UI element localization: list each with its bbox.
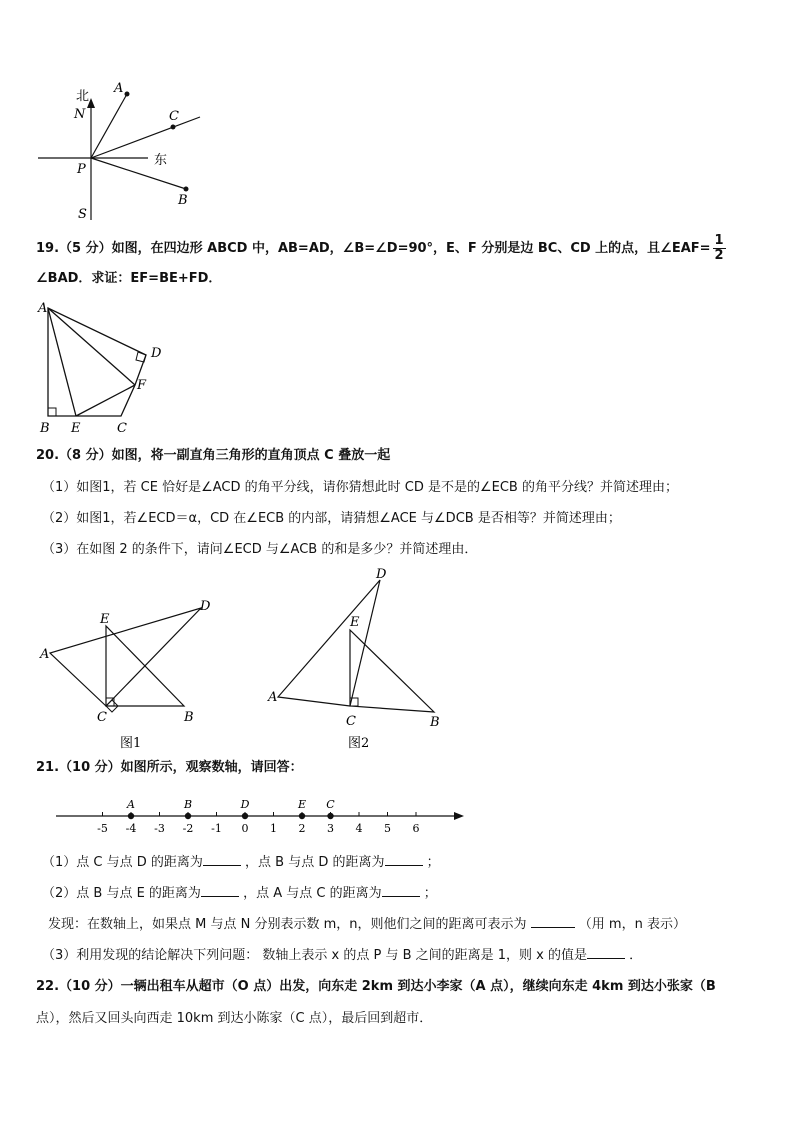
q19-fraction [713,234,726,263]
q21-find-b: （用 m，n 表示） [578,917,686,932]
fig1-label-c: C [97,710,107,725]
fig2-label-b: B [430,715,440,730]
q21-part1 [42,853,440,871]
fig2-caption: 图2 [348,736,370,751]
fig1-label-e: E [100,612,110,627]
fig2-triangle-acd [278,580,380,706]
fig2-label-c: C [346,714,356,729]
tick-label: -4 [125,822,137,835]
number-line-point-label: C [326,798,335,811]
number-line-point-label: A [127,798,135,811]
q21-p3b: ． [629,948,643,963]
q21-part3 [42,946,642,964]
right-angle-b-icon [48,408,56,416]
q19-frac-den: 2 [714,248,724,263]
q19-label-b: B [40,421,50,436]
fig1-label-a: A [40,647,50,662]
q19-frac-num: 1 [714,233,724,248]
fig1-triangle-acd [50,608,201,706]
q19-label-a: A [38,301,48,316]
number-line-point-label: D [240,798,250,811]
tick-label: 4 [355,822,363,835]
fig2-label-d: D [376,567,387,582]
n-label: N [74,107,86,122]
segment-af [48,308,135,385]
q19-label-d: D [151,346,162,361]
tick-label: -1 [211,822,222,835]
q20-figure-2 [262,566,452,756]
q21-title: 21.（10 分）如图所示，观察数轴，请回答： [36,760,303,775]
ray-pc [91,117,200,158]
right-angle-d-icon [136,352,146,362]
segment-ae [48,308,76,416]
answer-blank-distance-formula[interactable] [531,915,575,928]
tick-label: -3 [154,822,165,835]
tick-label: 3 [327,822,334,835]
point-b [184,187,189,192]
q20-part1: （1）如图1，若 CE 恰好是∠ACD 的角平分线，请你猜想此时 CD 是不是的∠ECB 的角平分线？并简述理由； [42,480,678,495]
q19-line1-text: 19.（5 分）如图，在四边形 ABCD 中，AB=AD，∠B=∠D=90°，E、F 分别是边 BC、CD 上的点，且∠EAF= [36,241,711,256]
q22-line2: 点），然后又回头向西走 10km 到达小陈家（C 点），最后回到超市． [36,1011,433,1026]
fig1-label-d: D [200,599,211,614]
q21-p2a: （2）点 B 与点 E 的距离为 [42,886,201,901]
number-line-point-d [242,813,248,819]
q21-part2 [42,884,437,902]
tick-label: 0 [241,822,249,835]
q19-label-e: E [71,421,81,436]
number-line-point-c [327,813,333,819]
q21-p1b: ，点 B 与点 D 的距离为 [245,855,385,870]
b-label: B [178,193,188,208]
q19-line2: ∠BAD．求证：EF=BE+FD． [36,271,222,286]
quad-abcd [48,308,146,416]
q19-label-c: C [117,421,127,436]
q19-label-f: F [137,378,147,393]
q21-p1a: （1）点 C 与点 D 的距离为 [42,855,203,870]
number-line-point-a [128,813,134,819]
q20-part2: （2）如图1，若∠ECD＝α，CD 在∠ECB 的内部，请猜想∠ACE 与∠DCB 是否相等？并简述理由； [42,511,621,526]
q21-p1c: ； [426,855,440,870]
fig2-label-a: A [268,690,278,705]
answer-blank-be[interactable] [201,884,239,897]
fig2-triangle-ecb [350,630,434,712]
ray-pa [91,94,127,158]
q20-figure-1 [34,596,224,756]
tick-label: 2 [298,822,306,835]
q22-line1: 22.（10 分）一辆出租车从超市（O 点）出发，向东走 2km 到达小李家（A 点），继续向东走 4km 到达小张家（B [36,979,716,994]
q19-figure [34,298,174,438]
q21-finding [48,915,686,933]
point-a [125,92,130,97]
number-line-arrow-icon [454,812,464,820]
fig1-label-b: B [184,710,194,725]
p-label: P [77,162,86,177]
number-line [50,790,470,836]
s-label: S [78,207,87,222]
tick-label: -5 [97,822,108,835]
q21-p3a: （3）利用发现的结论解决下列问题： 数轴上表示 x 的点 P 与 B 之间的距离是 1，则 x 的值是 [42,948,588,963]
c-label: C [169,109,179,124]
number-line-point-label: E [297,798,307,811]
q21-find-a: 发现：在数轴上，如果点 M 与点 N 分别表示数 m，n，则他们之间的距离可表示为 [48,917,527,932]
number-line-point-b [185,813,191,819]
segment-ef [76,385,135,416]
point-c [171,125,176,130]
east-label: 东 [154,153,168,168]
number-line-point-label: B [183,798,193,811]
q21-p2b: ，点 A 与点 C 的距离为 [243,886,382,901]
answer-blank-bd[interactable] [385,853,423,866]
answer-blank-ac[interactable] [382,884,420,897]
a-label: A [114,81,124,96]
tick-label: -2 [182,822,194,835]
compass-figure [30,80,220,225]
q20-title: 20.（8 分）如图，将一副直角三角形的直角顶点 C 叠放一起 [36,448,391,463]
q21-p2c: ； [423,886,437,901]
fig2-label-e: E [350,615,360,630]
number-line-point-e [299,813,305,819]
answer-blank-x[interactable] [587,946,625,959]
answer-blank-cd[interactable] [203,853,241,866]
fig1-caption: 图1 [120,736,142,751]
tick-label: 1 [270,822,277,835]
tick-label: 6 [412,822,420,835]
q20-part3: （3）在如图 2 的条件下，请问∠ECD 与∠ACB 的和是多少？并简述理由． [42,542,478,557]
tick-label: 5 [384,822,391,835]
q19-line1 [36,234,726,263]
north-label: 北 [76,89,90,104]
ray-pb [91,158,186,189]
